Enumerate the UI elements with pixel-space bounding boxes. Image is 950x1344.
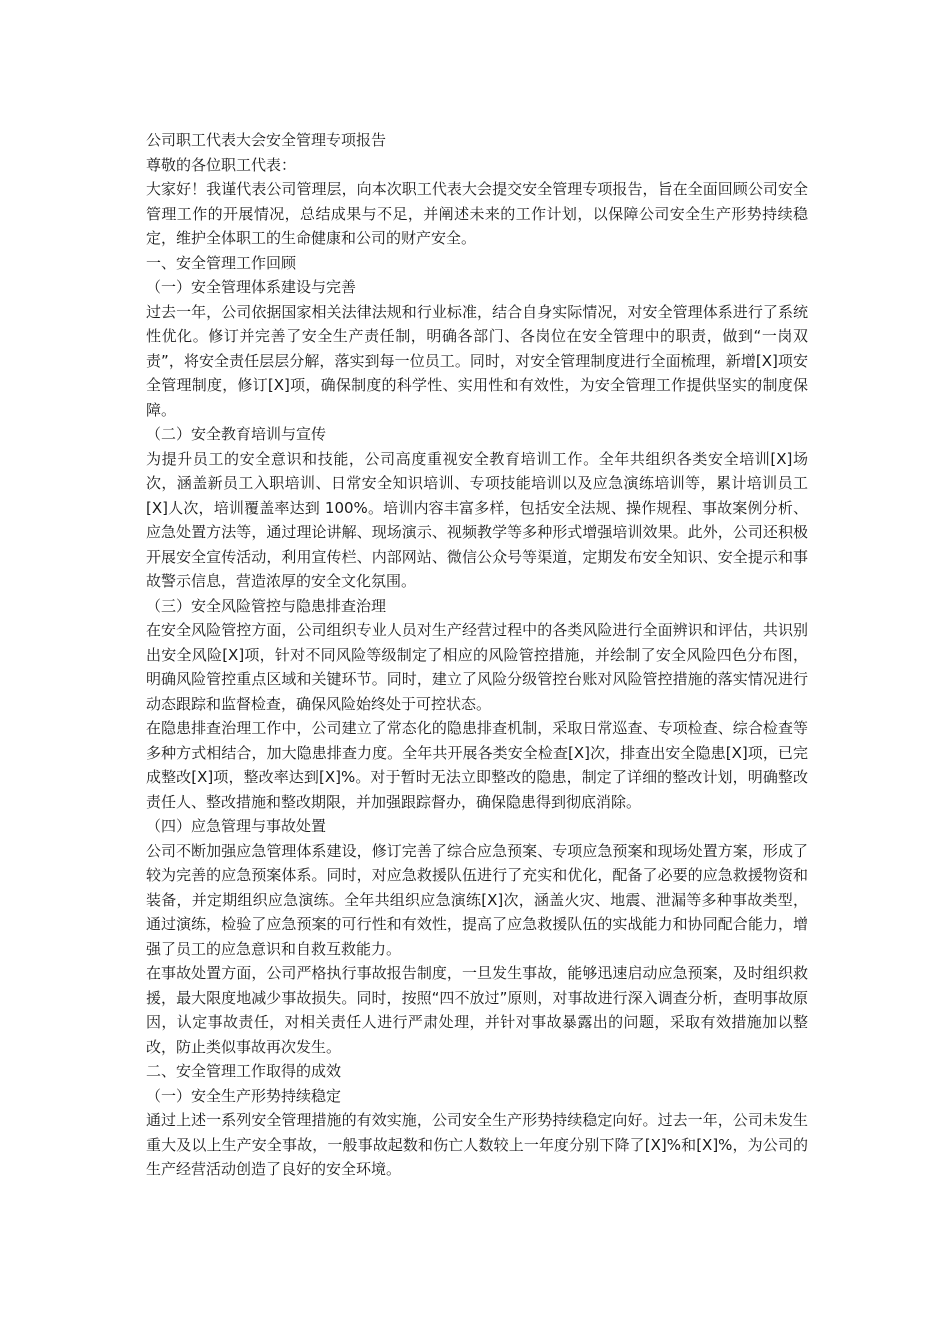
subsection-heading-stable: （一）安全生产形势持续稳定 <box>146 1086 342 1105</box>
paragraph-stable: 通过上述一系列安全管理措施的有效实施，公司安全生产形势持续稳定向好。过去一年，公司未发生重大及以上生产安全事故，一般事故起数和伤亡人数较上一年度分别下降了[X]%和[X]%，为公司的生产经营活动创造了良好的安全环境。 <box>146 1111 808 1178</box>
section-heading-review: 一、安全管理工作回顾 <box>146 253 297 272</box>
paragraph-emergency: 公司不断加强应急管理体系建设，修订完善了综合应急预案、专项应急预案和现场处置方案，形成了较为完善的应急预案体系。同时，对应急救援队伍进行了充实和优化，配备了必要的应急救援物资和装备，并定期组织应急演练。全年共组织应急演练[X]次，涵盖火灾、地震、泄漏等多种事故类型，通过演练，检验了应急预案的可行性和有效性，提高了应急救援队伍的实战能力和协同配合能力，增强了员工的应急意识和自救互救能力。 <box>146 841 808 958</box>
subsection-heading-emergency: （四）应急管理与事故处置 <box>146 817 327 835</box>
paragraph-system: 过去一年，公司依据国家相关法律法规和行业标准，结合自身实际情况，对安全管理体系进行了系统性优化。修订并完善了安全生产责任制，明确各部门、各岗位在安全管理中的职责，做到“一岗双责”，将安全责任层层分解，落实到每一位员工。同时，对安全管理制度进行全面梳理，新增[X]项安全管理制度，修订[X]项，确保制度的科学性、实用性和有效性，为安全管理工作提供坚实的制度保障。 <box>146 302 808 419</box>
salutation: 尊敬的各位职工代表： <box>146 155 297 174</box>
section-heading-results: 二、安全管理工作取得的成效 <box>146 1062 342 1080</box>
subsection-heading-training: （二）安全教育培训与宣传 <box>146 425 327 443</box>
paragraph-hazard-check: 在隐患排查治理工作中，公司建立了常态化的隐患排查机制，采取日常巡查、专项检查、综合检查等多种方式相结合，加大隐患排查力度。全年共开展各类安全检查[X]次，排查出安全隐患[X]项，已完成整改[X]项，整改率达到[X]%。对于暂时无法立即整改的隐患，制定了详细的整改计划，明确整改责任人、整改措施和整改期限，并加强跟踪督办，确保隐患得到彻底消除。 <box>146 719 808 811</box>
subsection-heading-risk: （三）安全风险管控与隐患排查治理 <box>146 596 387 615</box>
document-title: 公司职工代表大会安全管理专项报告 <box>146 131 387 149</box>
subsection-heading-system: （一）安全管理体系建设与完善 <box>146 278 357 296</box>
document-page <box>146 128 808 1182</box>
paragraph-risk-control: 在安全风险管控方面，公司组织专业人员对生产经营过程中的各类风险进行全面辨识和评估，共识别出安全风险[X]项，针对不同风险等级制定了相应的风险管控措施，并绘制了安全风险四色分布图，明确风险管控重点区域和关键环节。同时，建立了风险分级管控台账对风险管控措施的落实情况进行动态跟踪和监督检查，确保风险始终处于可控状态。 <box>146 621 808 713</box>
paragraph-accident-handling: 在事故处置方面，公司严格执行事故报告制度，一旦发生事故，能够迅速启动应急预案，及时组织救援，最大限度地减少事故损失。同时，按照“四不放过”原则，对事故进行深入调查分析，查明事故原因，认定事故责任，对相关责任人进行严肃处理，并针对事故暴露出的问题，采取有效措施加以整改，防止类似事故再次发生。 <box>146 964 808 1056</box>
intro-paragraph: 大家好！我谨代表公司管理层，向本次职工代表大会提交安全管理专项报告，旨在全面回顾公司安全管理工作的开展情况，总结成果与不足，并阐述未来的工作计划，以保障公司安全生产形势持续稳定，维护全体职工的生命健康和公司的财产安全。 <box>146 180 808 247</box>
paragraph-training: 为提升员工的安全意识和技能，公司高度重视安全教育培训工作。全年共组织各类安全培训[X]场次，涵盖新员工入职培训、日常安全知识培训、专项技能培训以及应急演练培训等，累计培训员工[X]人次，培训覆盖率达到 100%。培训内容丰富多样，包括安全法规、操作规程、事故案例分析、应急处置方法等，通过理论讲解、现场演示、视频教学等多种形式增强培训效果。此外，公司还积极开展安全宣传活动，利用宣传栏、内部网站、微信公众号等渠道，定期发布安全知识、安全提示和事故警示信息，营造浓厚的安全文化氛围。 <box>146 449 808 590</box>
